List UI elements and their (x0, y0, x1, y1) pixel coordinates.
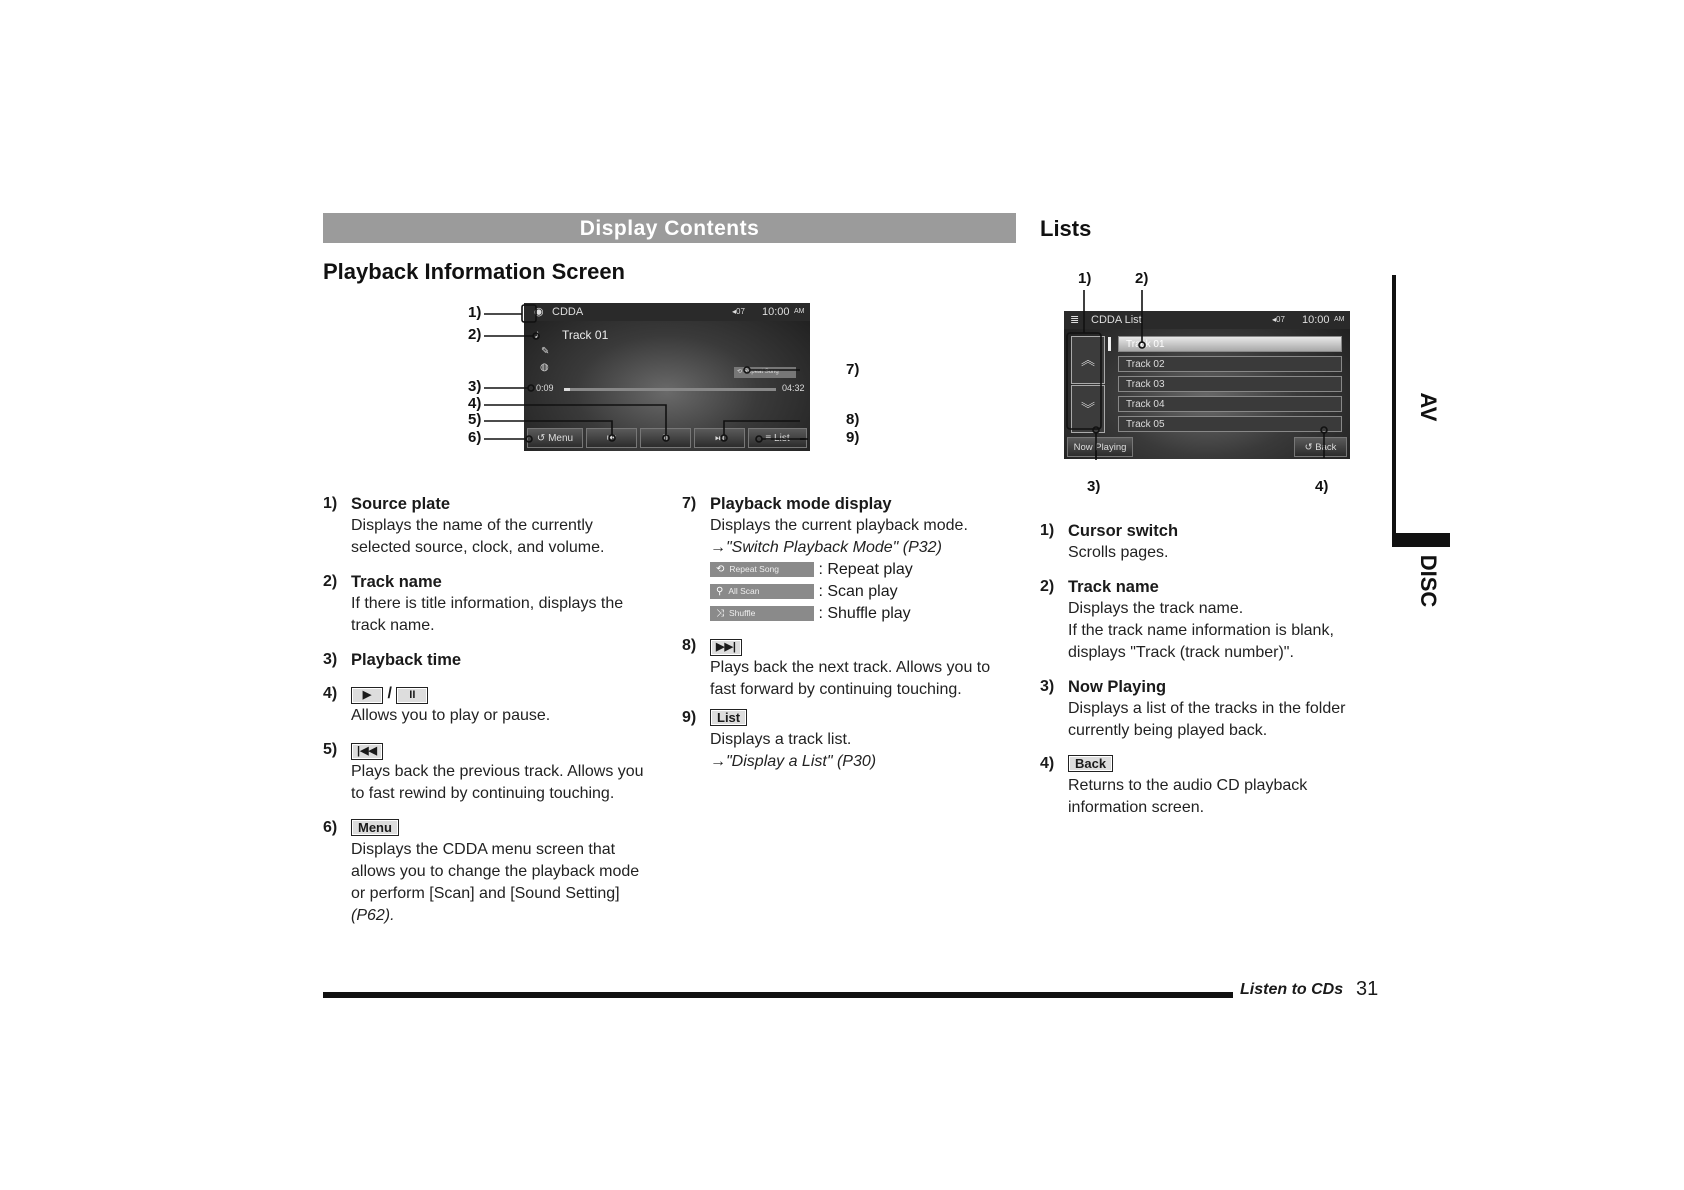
callout-6: 6) (468, 429, 482, 446)
back-arrow-icon: ↺ (1304, 442, 1313, 453)
side-tab-disc: DISC (1416, 554, 1441, 608)
next-button[interactable]: ⏭ (694, 428, 745, 448)
list-icon: ≣ (1070, 314, 1080, 326)
footer-section: Listen to CDs (1240, 981, 1344, 998)
list-icon: ≡ (765, 433, 772, 444)
item-title: Track name (351, 573, 442, 591)
list-key: List (710, 709, 747, 726)
callout-lines-right (1060, 270, 1360, 490)
list-item-track-02[interactable]: Track 02 (1118, 356, 1342, 372)
clock-label: 10:00 (1302, 314, 1330, 326)
menu-button[interactable]: ↺ Menu (527, 428, 583, 448)
list-callout-3: 3) (1087, 478, 1101, 495)
volume-label: ◂07 (1272, 315, 1285, 324)
list-title: CDDA List (1091, 314, 1142, 326)
list-item-track-05[interactable]: Track 05 (1118, 416, 1342, 432)
callout-4: 4) (468, 395, 482, 412)
callout-lines-left (460, 300, 880, 460)
mode-chip-label: Repeat Song (743, 369, 779, 375)
callout-5: 5) (468, 411, 482, 428)
section-banner: Display Contents (323, 213, 1016, 243)
album-icon: ◍ (540, 362, 549, 373)
elapsed-time: 0:09 (536, 383, 554, 393)
source-label: CDDA (552, 306, 584, 318)
previous-icon: |◀◀ (351, 743, 383, 760)
artist-icon: ✎ (541, 346, 550, 357)
list-button[interactable]: ≡ List (748, 428, 807, 448)
repeat-icon: ⟲ (716, 564, 725, 576)
chevron-up-icon: ︽ (1081, 352, 1095, 368)
back-key: Back (1068, 755, 1113, 772)
footer-rule (323, 992, 1233, 998)
track-label: Track 01 (562, 328, 609, 342)
item-title: Playback time (351, 651, 462, 669)
now-playing-button[interactable]: Now Playing (1067, 437, 1133, 457)
page-heading: Playback Information Screen (323, 259, 625, 284)
page-number: 31 (1356, 978, 1379, 1000)
total-time: 04:32 (782, 383, 805, 393)
repeat-icon: ⟲ (737, 369, 743, 375)
callout-8: 8) (846, 411, 860, 428)
item-title: Now Playing (1068, 678, 1167, 696)
menu-key: Menu (351, 819, 399, 836)
side-tab-line (1392, 275, 1396, 547)
pause-button[interactable]: II (640, 428, 691, 448)
lists-heading: Lists (1040, 216, 1092, 241)
list-item-track-01[interactable]: Track 01 (1118, 336, 1342, 352)
item-title: Playback mode display (710, 495, 892, 513)
next-icon: ▶▶| (710, 639, 742, 656)
back-arrow-icon: ↺ (536, 433, 546, 444)
list-callout-1: 1) (1078, 270, 1092, 287)
shuffle-icon: ⤨ (716, 608, 724, 620)
callout-7: 7) (846, 361, 860, 378)
callout-1: 1) (468, 304, 482, 321)
side-tab-av: AV (1416, 392, 1441, 422)
previous-button[interactable]: ⏮ (586, 428, 637, 448)
disc-icon: ◉ (534, 306, 544, 318)
chevron-down-icon: ︾ (1081, 401, 1095, 417)
pause-icon: II (396, 687, 428, 704)
list-callout-2: 2) (1135, 270, 1149, 287)
play-icon: ▶ (351, 687, 383, 704)
callout-3: 3) (468, 378, 482, 395)
shuffle-chip: ⤨ Shuffle (710, 606, 814, 621)
side-tab-marker (1392, 533, 1450, 547)
clock-ampm: AM (1334, 316, 1345, 323)
item-title: Track name (1068, 578, 1159, 596)
clock-ampm: AM (794, 308, 805, 315)
list-item-track-04[interactable]: Track 04 (1118, 396, 1342, 412)
list-callout-4: 4) (1315, 478, 1329, 495)
callout-9: 9) (846, 429, 860, 446)
item-title: Source plate (351, 495, 451, 513)
item-title: Cursor switch (1068, 522, 1179, 540)
volume-label: ◂07 (732, 307, 745, 316)
search-icon: ⚲ (716, 586, 724, 598)
back-button[interactable]: ↺ Back (1294, 437, 1347, 457)
all-scan-chip: ⚲ All Scan (710, 584, 814, 599)
repeat-song-chip: ⟲ Repeat Song (710, 562, 814, 577)
list-item-track-03[interactable]: Track 03 (1118, 376, 1342, 392)
clock-label: 10:00 (762, 306, 790, 318)
music-note-icon: ♪ (534, 327, 540, 341)
callout-2: 2) (468, 326, 482, 343)
